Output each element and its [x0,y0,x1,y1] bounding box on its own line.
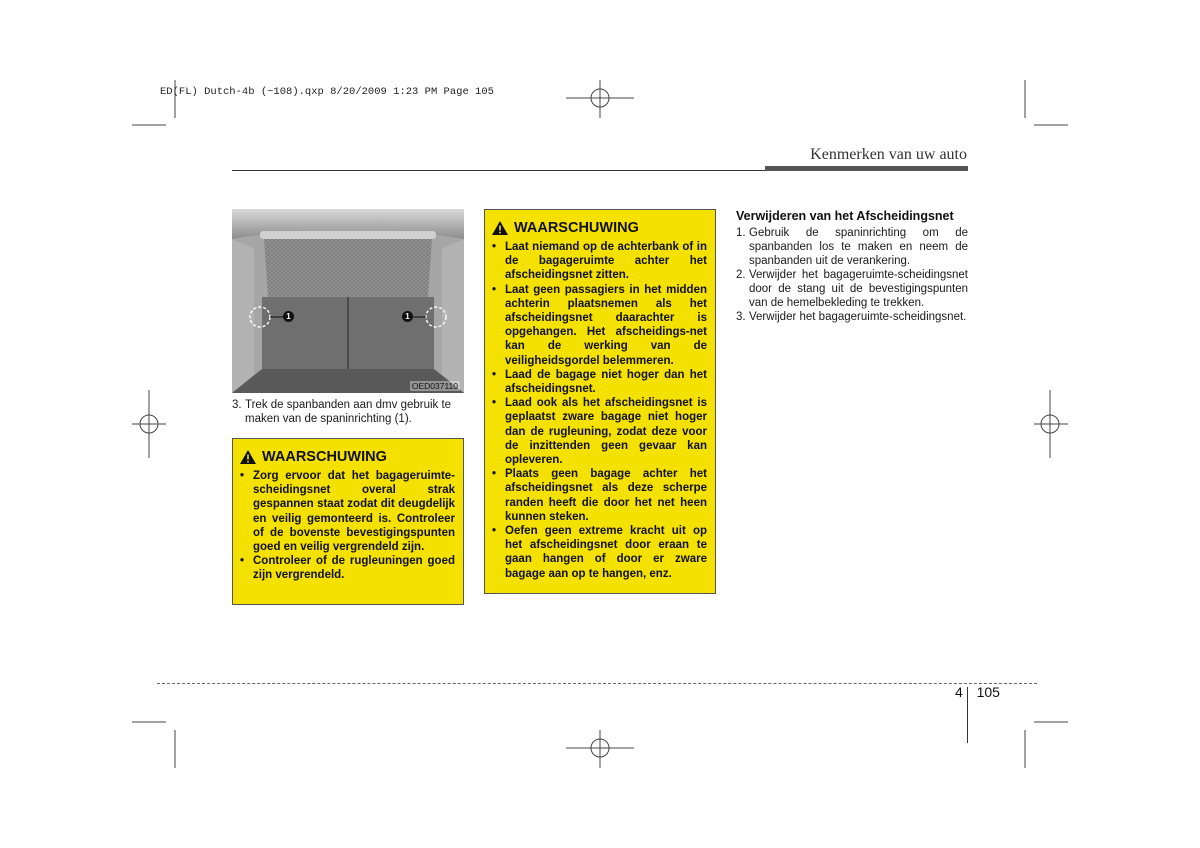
page-number-separator [967,687,968,743]
warning-left-item-text: Controleer of de rugleuningen goed zijn vergrendeld. [253,555,455,582]
removal-step [736,310,968,324]
warning-center-item: • Laad de bagage niet hoger dan het afscheidingsnet. [492,368,707,396]
removal-title: Verwijderen van het Afscheidingsnet [736,209,954,223]
warning-center-item: • Laad ook als het afscheidingsnet is geplaatst zware bagage niet hoger dan de rugleuning, zodat deze voor de inzittenden geen gevaar kan opleveren. [492,397,707,467]
cargo-net-illustration [232,209,464,393]
header-rule-accent [765,166,968,171]
callout-1-left: 1 [283,311,294,322]
warning-left-item-text: Zorg ervoor dat het bagageruimte-scheidingsnet overal strak gespannen staat zodat dit deugdelijk en veilig gemonteerd is. Controleer of de bovenste bevestigingspunten goed en veilig vergrendeld zijn. [253,470,455,554]
warning-triangle-icon [492,221,508,235]
print-slug: ED(FL) Dutch-4b (~108).qxp 8/20/2009 1:23 PM Page 105 [160,86,494,98]
running-header-title: Kenmerken van uw auto [810,146,967,163]
warning-center-item: • Plaats geen bagage achter het afscheidingsnet als deze scherpe randen heeft die door het net heen kunnen steken. [492,468,707,523]
step-3 [232,398,464,426]
warning-center-item-text: Laad ook als het afscheidingsnet is geplaatst zware bagage niet hoger dan de rugleuning, zodat deze voor de inzittenden geen gevaar kan opleveren. [505,397,707,467]
removal-step-text: Gebruik de spaninrichting om de spanbanden los te maken en neem de spanbanden uit de verankering. [749,227,968,267]
warning-center-item-text: Plaats geen bagage achter het afscheidingsnet als deze scherpe randen heeft die door het net heen kunnen steken. [505,468,707,523]
figure-code: OED037110 [411,381,458,391]
warning-center-item-text: Laad de bagage niet hoger dan het afscheidingsnet. [505,368,707,396]
warning-left-item: • Controleer of de rugleuningen goed zijn vergrendeld. [240,555,455,582]
warning-box-left [232,438,464,605]
step-3-text: Trek de spanbanden aan dmv gebruik te maken van de spaninrichting (1). [245,399,452,425]
warning-center-list [492,240,707,581]
removal-step [736,226,968,268]
warning-center-item: • Laat geen passagiers in het midden achterin plaatsnemen als het afscheidingsnet daarachter is opgehangen. Het afscheidings-net kan de werking van de veiligheidsgordel belemmeren. [492,283,707,367]
removal-step-text: Verwijder het bagageruimte-scheidingsnet. [749,311,967,323]
removal-step-number: 3. [736,311,746,323]
page-number [955,684,1000,700]
step-3-number: 3. [232,399,242,411]
removal-step-text: Verwijder het bagageruimte-scheidingsnet door de stang uit de bevestigingspunten van de hemelbekleding te trekken. [749,269,968,309]
removal-step-number: 2. [736,269,746,281]
removal-steps [736,226,968,324]
removal-step [736,268,968,310]
warning-left-title: WAARSCHUWING [262,449,387,465]
warning-center-item: • Oefen geen extreme kracht uit op het afscheidingsnet door eraan te gaan hangen of door er zware bagage aan op te hangen, enz. [492,525,707,580]
warning-left-item: • Zorg ervoor dat het bagageruimte-scheidingsnet overal strak gespannen staat zodat dit deugdelijk en veilig gemonteerd is. Controleer of de bovenste bevestigingspunten goed en veilig vergrendeld zijn. [240,470,455,554]
removal-section [736,209,968,324]
footer-dotted-rule [157,683,1037,684]
callout-1-right: 1 [402,311,413,322]
warning-left-header [240,449,455,465]
cargo-net-photo [232,209,464,393]
chapter-number: 4 [955,684,963,700]
warning-center-header [492,220,707,236]
warning-center-item-text: Laat geen passagiers in het midden achterin plaatsnemen als het afscheidingsnet daarachter is opgehangen. Het afscheidings-net kan de werking van de veiligheidsgordel belemmeren. [505,283,707,367]
warning-left-list [240,469,455,583]
warning-triangle-icon [240,450,256,464]
warning-center-item-text: Oefen geen extreme kracht uit op het afscheidingsnet door eraan te gaan hangen of door er zware bagage aan op te hangen, enz. [505,525,707,580]
warning-center-item-text: Laat niemand op de achterbank of in de bagageruimte achter het afscheidingsnet zitten. [505,241,707,282]
warning-box-center [484,209,716,594]
warning-center-title: WAARSCHUWING [514,220,639,236]
warning-center-item: • Laat niemand op de achterbank of in de bagageruimte achter het afscheidingsnet zitten. [492,241,707,282]
removal-step-number: 1. [736,227,746,239]
page-number-value: 105 [976,684,1000,700]
